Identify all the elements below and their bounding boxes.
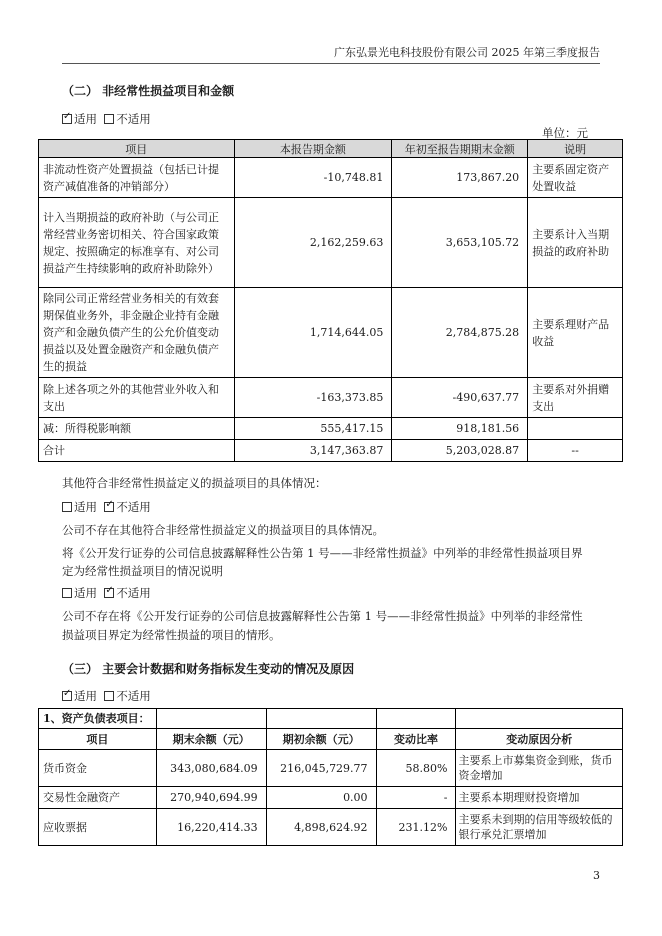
listed-statement-line1: 公司不存在将《公开发行证券的公司信息披露解释性公告第 1 号——非经常性损益》中列举的非经常性 (62, 609, 583, 623)
checkbox-checked-icon[interactable] (104, 588, 114, 598)
applicable-options-2 (62, 499, 151, 515)
note-cell: 主要系对外捐赠支出 (528, 378, 623, 418)
col-header: 本报告期金额 (234, 140, 392, 158)
listed-description-line1: 将《公开发行证券的公司信息披露解释性公告第 1 号——非经常性损益》中列举的非经常性损益项目界 (62, 546, 583, 560)
end-balance-cell: 343,080,684.09 (156, 750, 266, 787)
not-applicable-label: 不适用 (116, 689, 151, 703)
section-3-title: （三） 主要会计数据和财务指标发生变动的情况及原因 (62, 662, 355, 676)
begin-balance-cell: 0.00 (266, 787, 376, 809)
table-caption: 1、资产负债表项目： (39, 709, 157, 729)
table-total-row (39, 440, 623, 462)
unit-label: 单位：元 (542, 126, 588, 140)
note-cell: 主要系计入当期损益的政府补助 (528, 198, 623, 288)
checkbox-unchecked-icon[interactable] (104, 114, 114, 124)
col-header: 说明 (528, 140, 623, 158)
current-cell: 1,714,644.05 (234, 288, 392, 378)
col-header: 项目 (39, 140, 235, 158)
header-divider (62, 63, 600, 64)
checkbox-checked-icon[interactable] (104, 502, 114, 512)
applicable-options-1 (62, 111, 151, 127)
current-cell: 555,417.15 (234, 418, 392, 440)
ytd-cell: 3,653,105.72 (392, 198, 528, 288)
item-cell: 减：所得税影响额 (39, 418, 235, 440)
section-2-title: （二） 非经常性损益项目和金额 (62, 84, 235, 98)
applicable-label: 适用 (74, 689, 97, 703)
item-cell: 计入当期损益的政府补助（与公司正常经营业务密切相关、符合国家政策规定、按照确定的标准享有、对公司损益产生持续影响的政府补助除外） (39, 198, 235, 288)
current-cell: -10,748.81 (234, 158, 392, 198)
ytd-cell: 918,181.56 (392, 418, 528, 440)
table-row (39, 809, 623, 846)
applicable-options-4 (62, 688, 151, 704)
balance-sheet-table (38, 708, 623, 846)
report-header: 广东弘景光电科技股份有限公司 2025 年第三季度报告 (334, 46, 600, 59)
item-cell: 交易性金融资产 (39, 787, 157, 809)
col-header: 项目 (39, 729, 157, 750)
ratio-cell: 231.12% (376, 809, 456, 846)
non-recurring-table (38, 139, 623, 462)
begin-balance-cell: 4,898,624.92 (266, 809, 376, 846)
note-cell (528, 418, 623, 440)
ratio-cell: 58.80% (376, 750, 456, 787)
not-applicable-label: 不适用 (116, 112, 151, 126)
checkbox-unchecked-icon[interactable] (62, 588, 72, 598)
table-row (39, 288, 623, 378)
not-applicable-label: 不适用 (116, 586, 151, 600)
other-statement: 公司不存在其他符合非经常性损益定义的损益项目的具体情况。 (62, 523, 384, 537)
begin-balance-cell: 216,045,729.77 (266, 750, 376, 787)
table-header-row (39, 140, 623, 158)
reason-cell: 主要系未到期的信用等级较低的银行承兑汇票增加 (456, 809, 623, 846)
col-header: 变动原因分析 (456, 729, 623, 750)
note-cell: 主要系固定资产处置收益 (528, 158, 623, 198)
table-caption-row (39, 709, 623, 729)
col-header: 变动比率 (376, 729, 456, 750)
table-row (39, 378, 623, 418)
item-cell: 应收票据 (39, 809, 157, 846)
reason-cell: 主要系本期理财投资增加 (456, 787, 623, 809)
applicable-label: 适用 (74, 500, 97, 514)
end-balance-cell: 16,220,414.33 (156, 809, 266, 846)
listed-description-line2: 定为经常性损益项目的情况说明 (62, 564, 223, 578)
table-row (39, 750, 623, 787)
table-row (39, 418, 623, 440)
ytd-cell: 173,867.20 (392, 158, 528, 198)
note-cell: -- (528, 440, 623, 462)
end-balance-cell: 270,940,694.99 (156, 787, 266, 809)
current-cell: 3,147,363.87 (234, 440, 392, 462)
listed-statement-line2: 损益项目界定为经常性损益的项目的情形。 (62, 628, 281, 642)
applicable-label: 适用 (74, 586, 97, 600)
checkbox-unchecked-icon[interactable] (104, 691, 114, 701)
checkbox-checked-icon[interactable] (62, 691, 72, 701)
reason-cell: 主要系上市募集资金到账，货币资金增加 (456, 750, 623, 787)
other-definition-text: 其他符合非经常性损益定义的损益项目的具体情况： (62, 476, 327, 490)
not-applicable-label: 不适用 (116, 500, 151, 514)
current-cell: -163,373.85 (234, 378, 392, 418)
table-row (39, 787, 623, 809)
table-row (39, 198, 623, 288)
item-cell: 非流动性资产处置损益（包括已计提资产减值准备的冲销部分） (39, 158, 235, 198)
checkbox-unchecked-icon[interactable] (62, 502, 72, 512)
table-row (39, 158, 623, 198)
ytd-cell: -490,637.77 (392, 378, 528, 418)
item-cell: 货币资金 (39, 750, 157, 787)
col-header: 期末余额（元） (156, 729, 266, 750)
table-header-row (39, 729, 623, 750)
ytd-cell: 2,784,875.28 (392, 288, 528, 378)
applicable-options-3 (62, 585, 151, 601)
item-cell: 合计 (39, 440, 235, 462)
item-cell: 除同公司正常经营业务相关的有效套期保值业务外，非金融企业持有金融资产和金融负债产生的公允价值变动损益以及处置金融资产和金融负债产生的损益 (39, 288, 235, 378)
checkbox-checked-icon[interactable] (62, 114, 72, 124)
ytd-cell: 5,203,028.87 (392, 440, 528, 462)
col-header: 期初余额（元） (266, 729, 376, 750)
note-cell: 主要系理财产品收益 (528, 288, 623, 378)
col-header: 年初至报告期期末金额 (392, 140, 528, 158)
item-cell: 除上述各项之外的其他营业外收入和支出 (39, 378, 235, 418)
current-cell: 2,162,259.63 (234, 198, 392, 288)
applicable-label: 适用 (74, 112, 97, 126)
page-number: 3 (593, 869, 600, 882)
ratio-cell: - (376, 787, 456, 809)
